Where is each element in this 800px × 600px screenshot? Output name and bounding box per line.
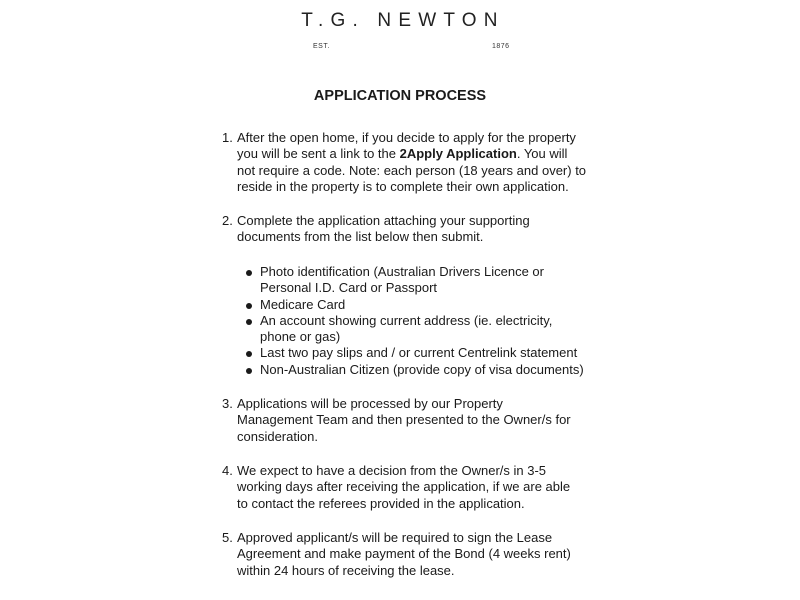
company-logo: T.G. NEWTON <box>301 10 505 31</box>
step-line <box>237 146 586 162</box>
step-line: to contact the referees provided in the application. <box>237 495 525 511</box>
step-number: 1. <box>222 130 233 145</box>
list-item <box>244 264 584 297</box>
step-number: 3. <box>222 396 233 411</box>
step-text: you will be sent a link to the <box>237 146 400 162</box>
list-item <box>244 362 584 378</box>
step-3 <box>222 396 571 445</box>
step-line: After the open home, if you decide to apply for the property <box>237 130 576 145</box>
step-number: 4. <box>222 463 233 478</box>
step-line: consideration. <box>237 428 318 444</box>
step-1 <box>222 130 586 195</box>
item-text: Personal I.D. Card or Passport <box>260 280 438 296</box>
documents-list <box>244 264 584 378</box>
item-text: An account showing current address (ie. electricity, <box>260 312 553 328</box>
step-line: working days after receiving the application, if we are able <box>237 479 571 495</box>
step-line: Complete the application attaching your supporting <box>237 213 530 228</box>
logo-year: 1876 <box>492 43 510 50</box>
bullet-icon <box>246 368 252 374</box>
application-name: 2Apply Application <box>399 146 517 162</box>
step-line: Management Team and then presented to the Owner/s for <box>237 412 571 428</box>
bullet-icon <box>246 270 252 276</box>
step-line: Agreement and make payment of the Bond (4 weeks rent) <box>237 546 571 562</box>
list-item <box>244 313 584 346</box>
step-line: reside in the property is to complete their own application. <box>237 178 569 194</box>
step-line: within 24 hours of receiving the lease. <box>237 562 455 578</box>
bullet-icon <box>246 351 252 357</box>
step-number: 2. <box>222 213 233 228</box>
item-text: phone or gas) <box>260 329 341 345</box>
item-text: Medicare Card <box>260 296 346 312</box>
step-line: We expect to have a decision from the Owner/s in 3-5 <box>237 463 547 478</box>
list-item <box>244 345 584 361</box>
item-text: Last two pay slips and / or current Centrelink statement <box>260 345 578 361</box>
step-line: Approved applicant/s will be required to sign the Lease <box>237 530 553 545</box>
bullet-icon <box>246 319 252 325</box>
step-number: 5. <box>222 530 233 545</box>
step-2 <box>222 213 530 246</box>
item-text: Photo identification (Australian Drivers Licence or <box>260 264 544 279</box>
step-4 <box>222 463 570 512</box>
logo-est: EST. <box>313 43 330 50</box>
page-title: APPLICATION PROCESS <box>313 88 487 104</box>
step-line: Applications will be processed by our Property <box>237 396 503 411</box>
step-line: not require a code. Note: each person (18 years and over) to <box>237 162 587 178</box>
step-text: . You will <box>516 146 568 162</box>
step-5 <box>222 530 571 579</box>
step-line: documents from the list below then submit. <box>237 229 484 245</box>
bullet-icon <box>246 303 252 309</box>
item-text: Non-Australian Citizen (provide copy of visa documents) <box>260 361 584 377</box>
list-item <box>244 297 584 313</box>
